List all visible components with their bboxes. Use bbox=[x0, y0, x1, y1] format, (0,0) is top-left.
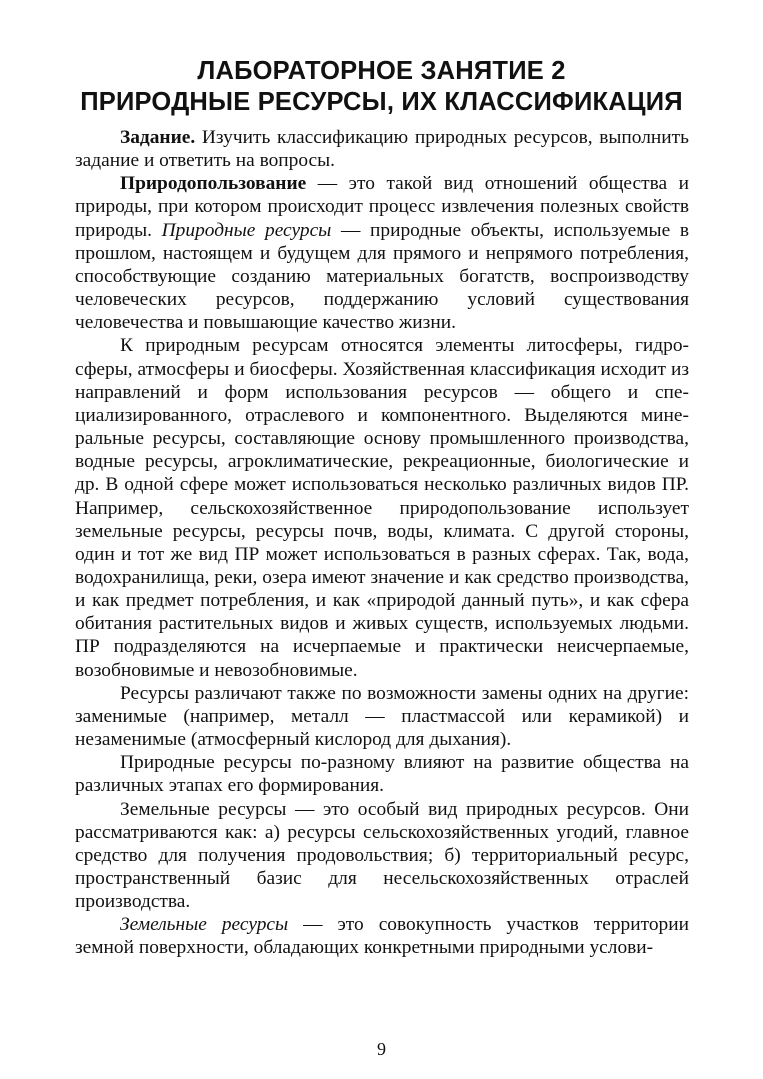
task-text: Изучить классификацию природных ресурсов, выполнить задание и ответить на вопросы. bbox=[75, 127, 689, 172]
paragraph-land-resources: Земельные ресурсы — это особый вид природных ресурсов. Они рассматриваются как: а) ресурсы сельскохозяйственных угодий, главное средство для получения продовольствия; б) территориальный ресурс, пространственный базис для несельскохозяйственных отраслей производства. bbox=[75, 798, 689, 913]
body-text bbox=[75, 126, 689, 960]
task-label: Задание. bbox=[120, 127, 196, 148]
page-number: 9 bbox=[377, 1039, 386, 1059]
page-title bbox=[60, 56, 703, 118]
definition-text-b: — природные объекты, используемые в прошлом, настоящем и будущем для прямого и непрямого потребления, способствующие созданию материальных богатств, воспроизводству человеческих ресурсов, поддержанию условий существования человечества и повышающие качество жизни. bbox=[75, 219, 689, 334]
paragraph-classification: К природным ресурсам относятся элементы литосферы, гидросферы, атмосферы и биосферы. Хозяйственная классификация исходит из направлений и форм использования ресурсов — общего и специализированного, отраслевого и компонентного. Выделяются минеральные ресурсы, составляющие основу промышленного производства, водные ресурсы, агроклиматические, рекреационные, биологические и др. В одной сфере может использоваться несколько различных видов ПР. Например, сельскохозяйственное природопользование использует земельные ресурсы, ресурсы почв, воды, климата. С другой стороны, один и тот же вид ПР может использоваться в разных сферах. Так, вода, водохранилища, реки, озера имеют значение и как средство производства, и как предмет потребления, и как «природой данный путь», и как сфера обитания растительных видов и живых существ, используемых людьми. ПР подразделяются на исчерпаемые и практически неисчерпаемые, возобновимые и невозобновимые. bbox=[75, 335, 689, 681]
title-line-1: ЛАБОРАТОРНОЕ ЗАНЯТИЕ 2 bbox=[197, 57, 566, 85]
term-natural-resources: Природные ресурсы bbox=[161, 219, 332, 241]
paragraph-development: Природные ресурсы по-разному влияют на развитие общества на различных этапах его формирования. bbox=[75, 752, 689, 797]
paragraph-substitution: Ресурсы различают также по возможности замены одних на другие: заменимые (например, металл — пластмассой или керамикой) и незаменимые (атмосферный кислород для дыхания). bbox=[75, 682, 689, 751]
land-definition-text: — это совокупность участков территории земной поверхности, обладающих конкретными природными услови- bbox=[75, 914, 689, 959]
paragraph-definition bbox=[75, 172, 689, 334]
paragraph-task bbox=[75, 126, 689, 172]
definition-text-a: — это такой вид отношений общества и природы, при котором происходит процесс извлечения полезных свойств природы. bbox=[75, 173, 689, 241]
paragraph-land-definition bbox=[75, 913, 689, 959]
term-nature-management: Природопользование bbox=[120, 173, 307, 195]
term-land-resources: Земельные ресурсы bbox=[120, 914, 289, 936]
title-line-2: ПРИРОДНЫЕ РЕСУРСЫ, ИХ КЛАССИФИКАЦИЯ bbox=[80, 88, 683, 116]
